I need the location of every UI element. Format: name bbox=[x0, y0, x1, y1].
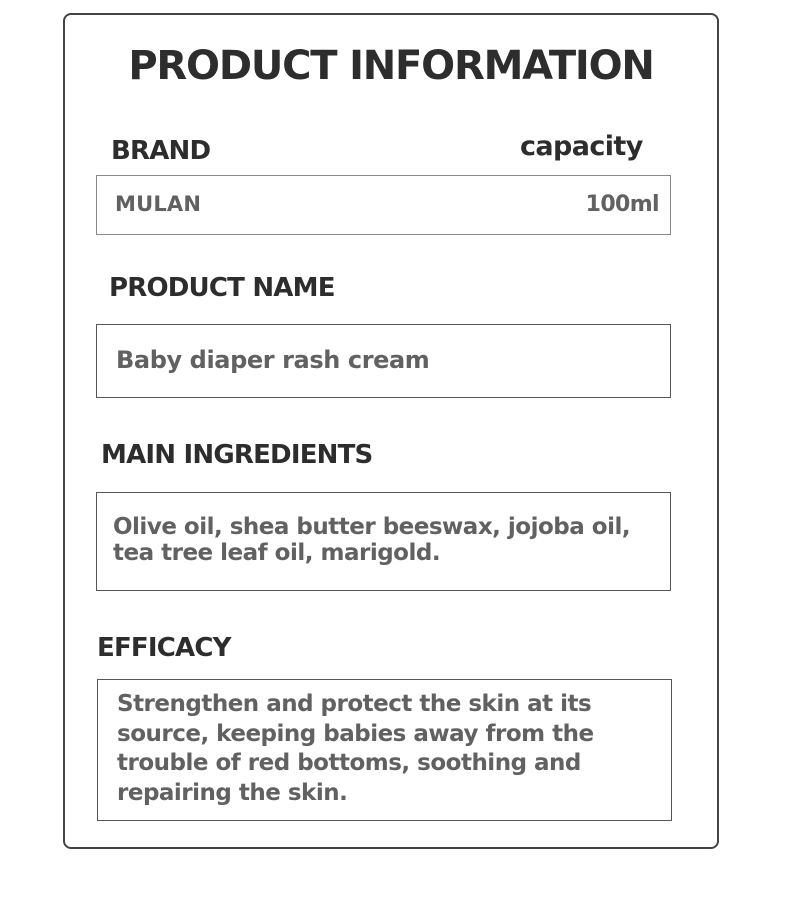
efficacy-line: source, keeping babies away from the bbox=[117, 720, 594, 747]
brand-capacity-box bbox=[96, 175, 671, 235]
brand-value: MULAN bbox=[115, 192, 202, 216]
efficacy-line: trouble of red bottoms, soothing and bbox=[117, 750, 581, 776]
efficacy-text bbox=[117, 690, 594, 808]
ingredients-line: Olive oil, shea butter beeswax, jojoba oil, bbox=[113, 514, 631, 540]
efficacy-box bbox=[97, 679, 672, 821]
product-name-box bbox=[96, 324, 671, 398]
product-name-label: PRODUCT NAME bbox=[109, 273, 335, 303]
main-ingredients-text bbox=[113, 514, 630, 566]
efficacy-line: repairing the skin. bbox=[117, 779, 348, 806]
product-name-value: Baby diaper rash cream bbox=[116, 346, 430, 374]
main-ingredients-label: MAIN INGREDIENTS bbox=[101, 440, 373, 470]
main-ingredients-box bbox=[96, 492, 671, 591]
ingredients-line: tea tree leaf oil, marigold. bbox=[113, 540, 441, 566]
efficacy-line: Strengthen and protect the skin at its bbox=[117, 691, 592, 717]
capacity-label: capacity bbox=[520, 131, 643, 162]
capacity-value: 100ml bbox=[585, 192, 659, 217]
efficacy-label: EFFICACY bbox=[97, 633, 231, 663]
page-title: PRODUCT INFORMATION bbox=[128, 43, 654, 89]
brand-label: BRAND bbox=[111, 136, 211, 166]
